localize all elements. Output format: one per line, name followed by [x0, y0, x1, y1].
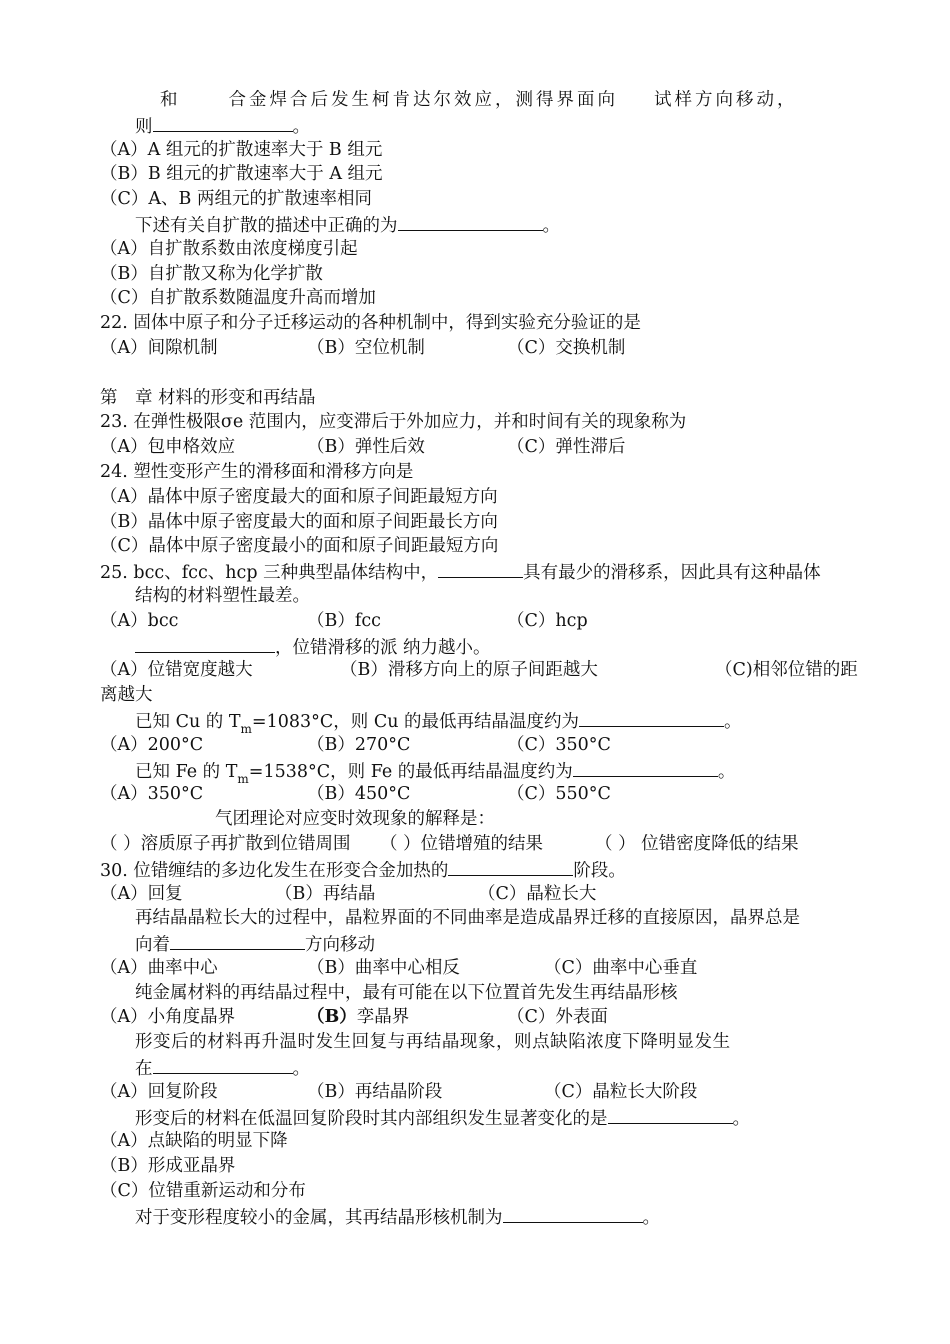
q31-text-post: 方向移动 [305, 935, 375, 956]
q27-stem [100, 708, 860, 736]
q25-option-b: （B）fcc [307, 610, 381, 631]
q26-option-a: （A）位错宽度越大 [100, 660, 253, 681]
q30-options [100, 882, 860, 907]
q29-options [100, 832, 860, 857]
q28-option-a: （A）350°C [100, 784, 204, 805]
q27-text-b: =1083°C，则 Cu 的最低再结晶温度约为 [251, 711, 580, 732]
q31-stem-line1: 再结晶晶粒长大的过程中，晶粒界面的不同曲率是造成晶界迁移的直接原因，晶界总是 [135, 908, 800, 929]
q28-subscript: m [237, 771, 249, 786]
q28-answer-blank[interactable] [573, 758, 718, 777]
q30-answer-blank[interactable] [448, 857, 573, 876]
q28-option-b: （B）450°C [307, 784, 411, 805]
q23-stem: 23. 在弹性极限σe 范围内，应变滞后于外加应力，并和时间有关的现象称为 [100, 412, 687, 433]
q21-text-post: 。 [542, 215, 560, 236]
q32-option-b [307, 1005, 507, 1030]
q20-stem-line1 [100, 88, 860, 113]
q27-option-b: （B）270°C [307, 734, 411, 755]
section-spacer [100, 361, 860, 386]
q22-option-a: （A）间隙机制 [100, 337, 218, 358]
q27-subscript: m [240, 721, 252, 736]
q21-option: （C）自扩散系数随温度升高而增加 [100, 288, 376, 309]
q26-option-b: （B）滑移方向上的原子间距越大 [340, 660, 598, 681]
q20-answer-blank[interactable] [153, 113, 293, 132]
q34-text-pre: 形变后的材料在低温回复阶段时其内部组织发生显著变化的是 [135, 1108, 608, 1129]
q34-answer-blank[interactable] [608, 1105, 733, 1124]
q23-option-c: （C）弹性滞后 [507, 437, 626, 458]
q26-option-c-wrap: 离越大 [100, 685, 153, 706]
q22-option-b: （B）空位机制 [307, 337, 425, 358]
q22-options [100, 336, 860, 361]
q20-text-c: 试样方向移动， [654, 90, 798, 110]
q27-options [100, 733, 860, 758]
q20-option: （A）A 组元的扩散速率大于 B 组元 [100, 139, 383, 160]
q21-option: （B）自扩散又称为化学扩散 [100, 263, 323, 284]
q31-option-a: （A）曲率中心 [100, 957, 218, 978]
q29-option-1: （ ）溶质原子再扩散到位错周围 [100, 833, 351, 854]
q27-option-c: （C）350°C [507, 734, 611, 755]
q25-stem-line2: 结构的材料塑性最差。 [135, 585, 310, 606]
q32-option-c: （C）外表面 [507, 1007, 608, 1028]
q30-option-a: （A）回复 [100, 883, 183, 904]
q32-option-b-letter: （B） [307, 1007, 357, 1028]
q31-options [100, 956, 860, 981]
q23-option-a: （A）包申格效应 [100, 437, 236, 458]
q33-options [100, 1080, 860, 1105]
q21-answer-blank[interactable] [398, 212, 543, 231]
q23-option-b: （B）弹性后效 [307, 437, 425, 458]
q29-option-2: （ ）位错增殖的结果 [380, 833, 544, 854]
q27-option-a: （A）200°C [100, 734, 204, 755]
q24-stem: 24. 塑性变形产生的滑移面和滑移方向是 [100, 461, 414, 482]
q32-options [100, 1005, 860, 1030]
q34-stem [100, 1105, 860, 1130]
q27-answer-blank[interactable] [579, 708, 724, 727]
q28-stem [100, 758, 860, 786]
q33-option-b: （B）再结晶阶段 [307, 1081, 443, 1102]
q34-option: （B）形成亚晶界 [100, 1156, 236, 1177]
q24-option: （B）晶体中原子密度最大的面和原子间距最长方向 [100, 511, 498, 532]
q30-text-pre: 30. 位错缠结的多边化发生在形变合金加热的 [100, 860, 449, 881]
q20-text-pre: 则 [135, 116, 153, 137]
q20-option: （C）A、B 两组元的扩散速率相同 [100, 189, 372, 210]
q33-text-post: 。 [292, 1059, 310, 1080]
q33-answer-blank[interactable] [153, 1055, 293, 1074]
q30-option-c: （C）晶粒长大 [478, 883, 597, 904]
q25-answer-blank[interactable] [438, 559, 523, 578]
q20-option: （B）B 组元的扩散速率大于 A 组元 [100, 164, 383, 185]
q25-text-post: 具有最少的滑移系，因此具有这种晶体 [523, 563, 821, 584]
q22-stem: 22. 固体中原子和分子迁移运动的各种机制中，得到实验充分验证的是 [100, 313, 641, 334]
q31-answer-blank[interactable] [170, 931, 305, 950]
q35-text-post: 。 [642, 1207, 660, 1228]
q27-text-post: 。 [724, 711, 742, 732]
q28-text-b: =1538°C，则 Fe 的最低再结晶温度约为 [248, 761, 573, 782]
q30-option-b: （B）再结晶 [275, 883, 376, 904]
q34-option: （A）点缺陷的明显下降 [100, 1131, 288, 1152]
q21-text-pre: 下述有关自扩散的描述中正确的为 [135, 215, 398, 236]
q21-stem [100, 212, 860, 237]
q31-stem-line2 [100, 931, 860, 956]
q26-text-post: ，位错滑移的派 纳力越小。 [275, 637, 491, 658]
q26-stem [100, 634, 860, 659]
chapter-title: 第 章 材料的形变和再结晶 [100, 387, 316, 408]
q33-stem-line1: 形变后的材料再升温时发生回复与再结晶现象，则点缺陷浓度下降明显发生 [135, 1032, 731, 1053]
q25-options [100, 609, 860, 634]
q25-stem-line1 [100, 559, 860, 584]
q24-option: （A）晶体中原子密度最大的面和原子间距最短方向 [100, 486, 498, 507]
q35-stem [100, 1204, 860, 1229]
q34-text-post: 。 [732, 1108, 750, 1129]
q29-stem: 气团理论对应变时效现象的解释是： [215, 809, 495, 830]
q29-option-3: （ ） 位错密度降低的结果 [595, 833, 799, 854]
q31-text-pre: 向着 [135, 935, 170, 956]
q34-option: （C）位错重新运动和分布 [100, 1181, 306, 1202]
q28-text-a: 已知 Fe 的 T [135, 761, 238, 782]
q31-option-b: （B）曲率中心相反 [307, 957, 460, 978]
q32-stem: 纯金属材料的再结晶过程中，最有可能在以下位置首先发生再结晶形核 [135, 982, 678, 1003]
q33-text-pre: 在 [135, 1059, 153, 1080]
q25-option-c: （C）hcp [507, 610, 588, 631]
q26-options [100, 658, 860, 683]
q28-option-c: （C）550°C [507, 784, 611, 805]
question-list [100, 88, 860, 1229]
q33-option-c: （C）晶粒长大阶段 [544, 1081, 698, 1102]
q33-option-a: （A）回复阶段 [100, 1081, 218, 1102]
q26-answer-blank[interactable] [135, 634, 275, 653]
q28-text-post: 。 [717, 761, 736, 782]
q32-option-b-text: 孪晶界 [356, 1007, 410, 1028]
q24-option: （C）晶体中原子密度最小的面和原子间距最短方向 [100, 536, 499, 557]
q27-text-a: 已知 Cu 的 T [135, 711, 241, 732]
q25-text-pre: 25. bcc、fcc、hcp 三种典型晶体结构中， [100, 563, 439, 584]
q35-answer-blank[interactable] [503, 1204, 643, 1223]
q20-text-post: 。 [292, 116, 310, 137]
q21-option: （A）自扩散系数由浓度梯度引起 [100, 238, 358, 259]
q22-option-c: （C）交换机制 [507, 337, 626, 358]
q20-stem-line2 [100, 113, 860, 138]
q25-option-a: （A）bcc [100, 610, 179, 631]
q30-text-post: 阶段。 [573, 860, 626, 881]
q20-text-b: 合金焊合后发生柯肯达尔效应，测得界面向 [228, 90, 618, 110]
q33-stem-line2 [100, 1055, 860, 1080]
q23-options [100, 435, 860, 460]
q20-text-a: 和 [160, 90, 181, 110]
q32-option-a: （A）小角度晶界 [100, 1007, 236, 1028]
q28-options [100, 782, 860, 807]
q30-stem [100, 857, 860, 882]
q26-option-c: （C)相邻位错的距 [715, 660, 858, 681]
q35-text-pre: 对于变形程度较小的金属，其再结晶形核机制为 [135, 1207, 503, 1228]
q31-option-c: （C）曲率中心垂直 [544, 957, 698, 978]
